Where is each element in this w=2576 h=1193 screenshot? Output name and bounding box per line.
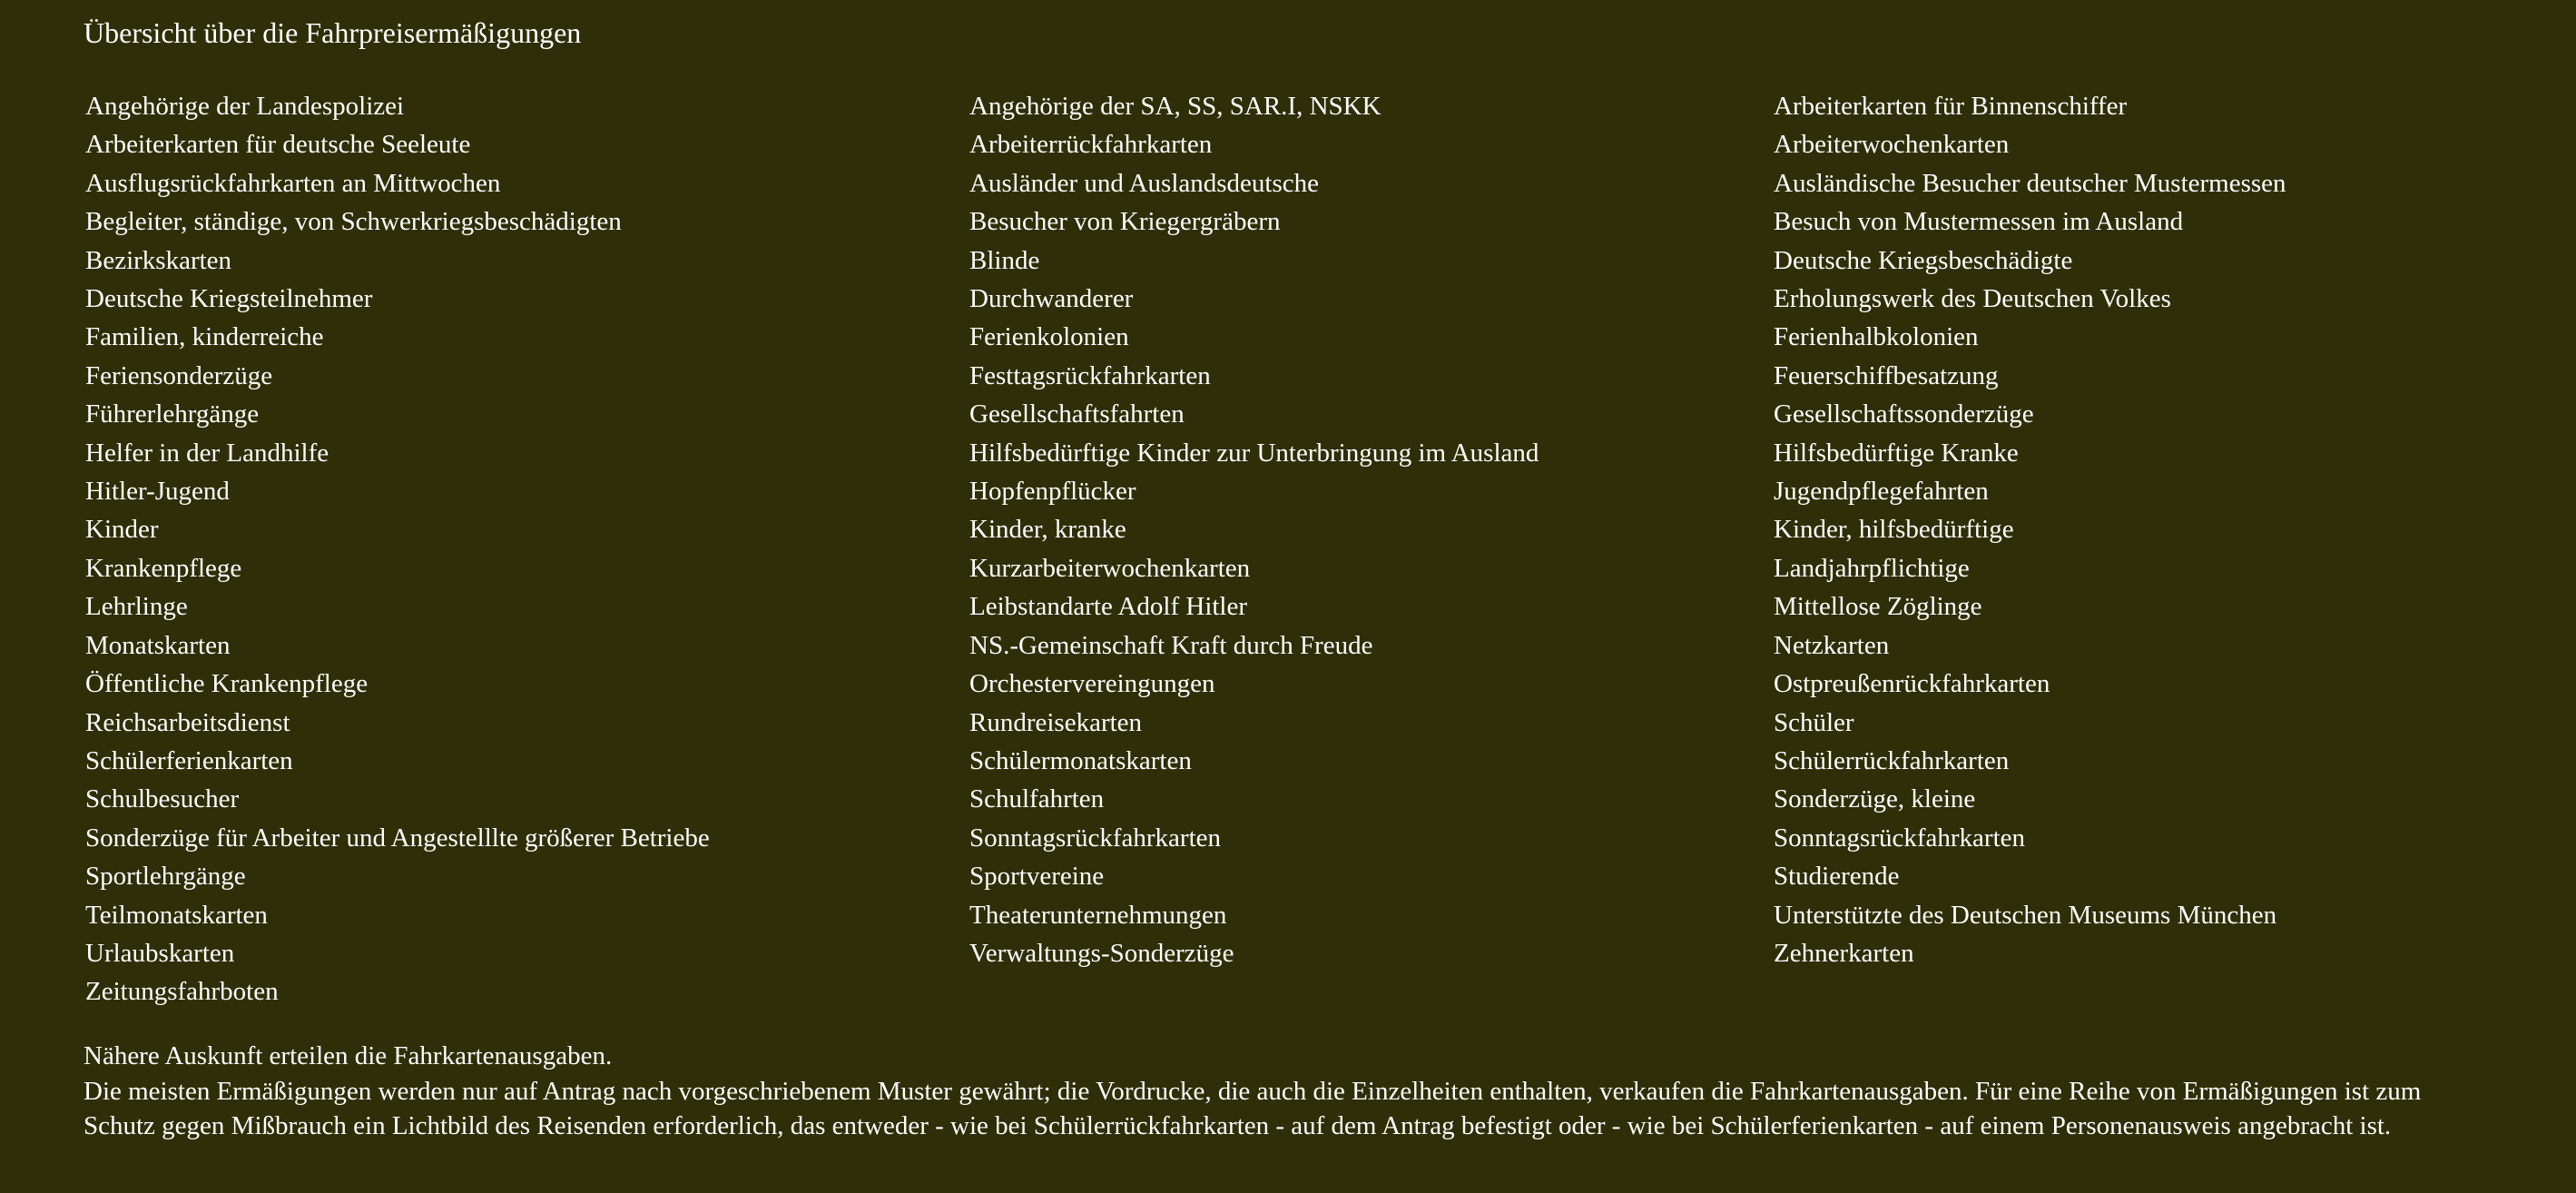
page-title: Übersicht über die Fahrpreisermäßigungen xyxy=(84,16,582,49)
discount-item: Sonderzüge für Arbeiter und Angestelllte größerer Betriebe xyxy=(85,823,710,853)
discount-item: Hopfenpflücker xyxy=(969,477,1136,507)
discount-item: Landjahrpflichtige xyxy=(1774,553,1970,583)
discount-item: Jugendpflegefahrten xyxy=(1774,477,1989,507)
discount-item: Hitler-Jugend xyxy=(85,477,230,507)
discount-item: Studierende xyxy=(1774,862,1900,892)
discount-item: Blinde xyxy=(969,245,1040,275)
discount-item: Theaterunternehmungen xyxy=(969,900,1227,930)
discount-item: Leibstandarte Adolf Hitler xyxy=(969,592,1248,622)
discount-item: Kurzarbeiterwochenkarten xyxy=(969,553,1251,583)
discount-item: Unterstützte des Deutschen Museums München xyxy=(1774,900,2277,930)
discount-item: Ferienkolonien xyxy=(969,322,1129,352)
discount-item: Besuch von Mustermessen im Ausland xyxy=(1774,207,2184,237)
discount-item: Ferienhalbkolonien xyxy=(1774,322,1979,352)
discount-item: Monatskarten xyxy=(85,630,231,660)
discount-item: Zeitungsfahrboten xyxy=(85,977,279,1007)
discount-item: Sonntagsrückfahrkarten xyxy=(969,823,1222,853)
discount-item: Lehrlinge xyxy=(85,592,188,622)
discount-item: Schüler xyxy=(1774,707,1854,737)
discount-item: Ausländer und Auslandsdeutsche xyxy=(969,168,1319,198)
discount-item: Feuerschiffbesatzung xyxy=(1774,360,1999,390)
discount-item: Mittellose Zöglinge xyxy=(1774,592,1982,622)
discount-item: Reichsarbeitsdienst xyxy=(85,707,290,737)
footer-description: Die meisten Ermäßigungen werden nur auf Antrag nach vorgeschriebenem Muster gewährt; die Vordrucke, die auch die Einzelheiten enthalten, verkaufen die Fahrkartenausgaben. Für eine Reihe von Ermäßigungen ist zum Schutz gegen Mißbrauch ein Lichtbild des Reisenden erforderlich, das entweder - wie bei Schülerrückfahrkarten - auf dem Antrag befestigt oder - wie bei Schülerferienkarten - auf einem Personenausweis angebracht ist. xyxy=(84,1076,2422,1140)
discount-item: Familien, kinderreiche xyxy=(85,322,324,352)
discount-item: Deutsche Kriegsbeschädigte xyxy=(1774,245,2073,275)
discount-item: Sportlehrgänge xyxy=(85,862,246,892)
discount-item: Deutsche Kriegsteilnehmer xyxy=(85,284,373,314)
discount-item: NS.-Gemeinschaft Kraft durch Freude xyxy=(969,630,1373,660)
discount-item: Kinder, hilfsbedürftige xyxy=(1774,515,2014,545)
footer-note xyxy=(84,1039,2462,1144)
discount-item: Schulbesucher xyxy=(85,784,240,814)
discount-item: Durchwanderer xyxy=(969,284,1134,314)
discount-item: Gesellschaftsfahrten xyxy=(969,399,1185,429)
discount-item: Öffentliche Krankenpflege xyxy=(85,669,369,699)
discount-item: Ausflugsrückfahrkarten an Mittwochen xyxy=(85,168,501,198)
discount-item: Führerlehrgänge xyxy=(85,399,260,429)
discount-item: Rundreisekarten xyxy=(969,707,1143,737)
discount-item: Schülerrückfahrkarten xyxy=(1774,745,2010,775)
discount-item: Arbeiterkarten für deutsche Seeleute xyxy=(85,130,471,160)
discount-item: Ausländische Besucher deutscher Mustermessen xyxy=(1774,168,2286,198)
discount-item: Schulfahrten xyxy=(969,784,1105,814)
discount-item: Urlaubskarten xyxy=(85,938,235,968)
discount-item: Festtagsrückfahrkarten xyxy=(969,360,1211,390)
discount-item: Hilfsbedürftige Kranke xyxy=(1774,438,2019,468)
discount-item: Sportvereine xyxy=(969,862,1105,892)
discount-item: Arbeiterrückfahrkarten xyxy=(969,130,1213,160)
discount-item: Kinder, kranke xyxy=(969,515,1126,545)
discount-item: Orchestervereingungen xyxy=(969,669,1215,699)
discount-column-1 xyxy=(85,87,710,1011)
discount-column-3 xyxy=(1774,87,2286,972)
discount-item: Bezirkskarten xyxy=(85,245,232,275)
discount-item: Helfer in der Landhilfe xyxy=(85,438,329,468)
discount-item: Angehörige der Landespolizei xyxy=(85,92,405,121)
discount-item: Ostpreußenrückfahrkarten xyxy=(1774,669,2050,699)
discount-item: Kinder xyxy=(85,515,159,545)
discount-item: Feriensonderzüge xyxy=(85,360,273,390)
discount-item: Zehnerkarten xyxy=(1774,938,1914,968)
discount-item: Krankenpflege xyxy=(85,553,242,583)
discount-item: Schülermonatskarten xyxy=(969,745,1192,775)
discount-column-2 xyxy=(969,87,1539,972)
discount-item: Gesellschaftssonderzüge xyxy=(1774,399,2034,429)
discount-item: Sonderzüge, kleine xyxy=(1774,784,1976,814)
discount-item: Teilmonatskarten xyxy=(85,900,268,930)
discount-item: Begleiter, ständige, von Schwerkriegsbeschädigten xyxy=(85,207,622,237)
discount-item: Verwaltungs-Sonderzüge xyxy=(969,938,1234,968)
discount-item: Schülerferienkarten xyxy=(85,745,293,775)
discount-item: Besucher von Kriegergräbern xyxy=(969,207,1281,237)
discount-item: Netzkarten xyxy=(1774,630,1890,660)
discount-item: Arbeiterwochenkarten xyxy=(1774,130,2010,160)
discount-item: Hilfsbedürftige Kinder zur Unterbringung im Ausland xyxy=(969,438,1539,468)
discount-item: Arbeiterkarten für Binnenschiffer xyxy=(1774,92,2128,121)
discount-item: Angehörige der SA, SS, SAR.I, NSKK xyxy=(969,92,1381,121)
discount-item: Erholungswerk des Deutschen Volkes xyxy=(1774,284,2171,314)
discount-item: Sonntagsrückfahrkarten xyxy=(1774,823,2026,853)
footer-info-line: Nähere Auskunft erteilen die Fahrkartenausgaben. xyxy=(84,1041,613,1070)
